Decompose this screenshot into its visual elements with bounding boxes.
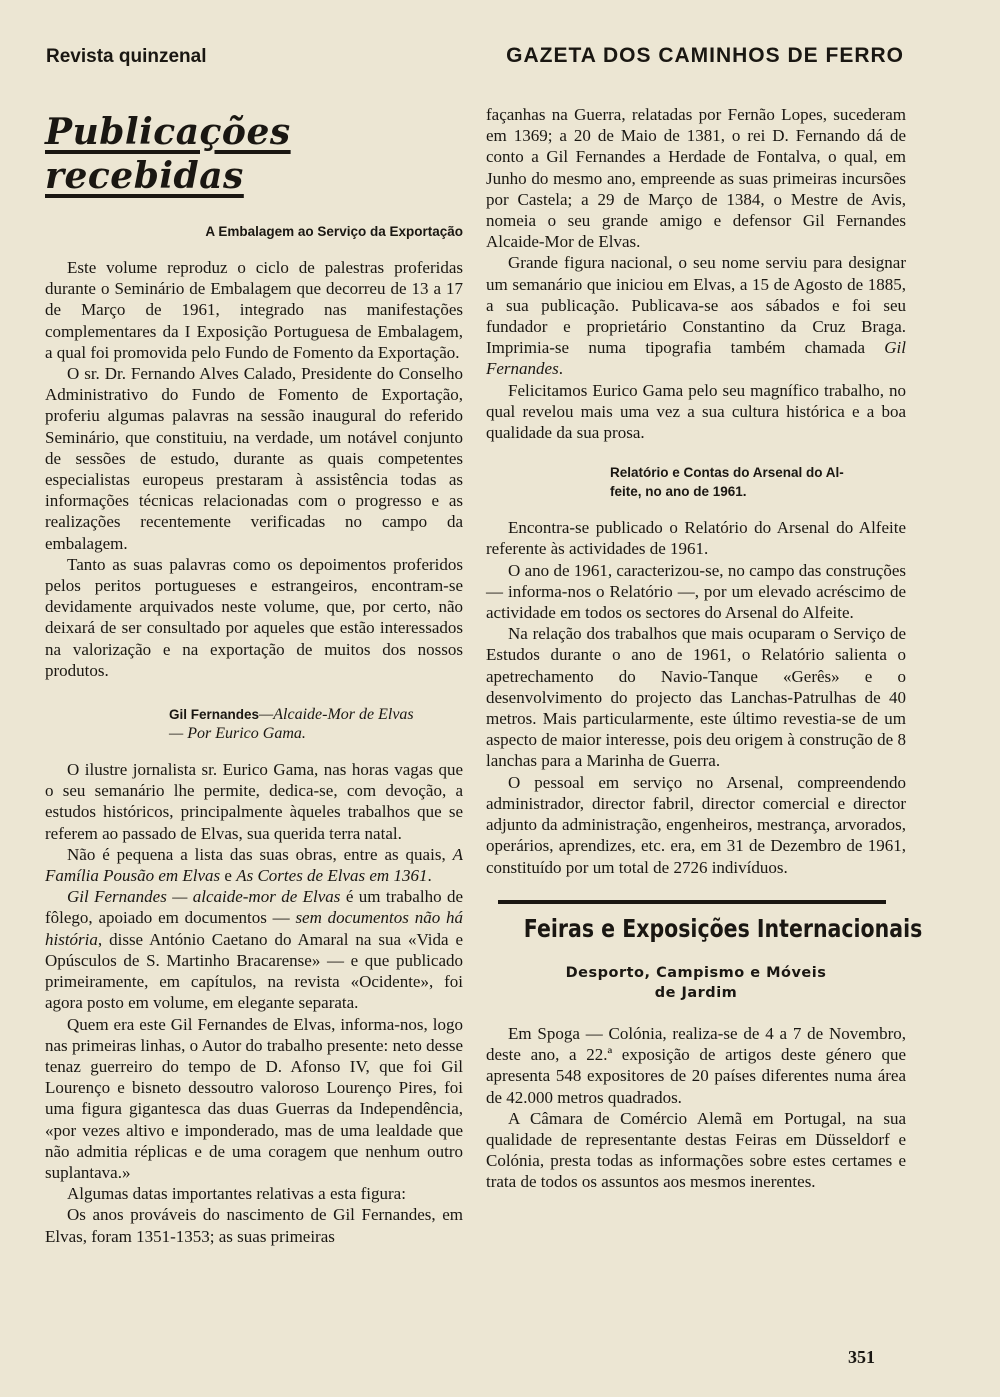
book-title: As Cortes de Elvas em 1361 [236,866,428,886]
text-run: é um trabalho de fôlego, apoiado em documentos — [45,887,464,928]
article-heading-gil [45,705,463,743]
newspaper-title: Gil Fernandes [486,338,906,379]
paragraph: O sr. Dr. Fernando Alves Calado, Presidente do Conselho Administrativo do Fundo de Fomento de Exportação, proferiu algumas palavras na sessão inaugural do referido Seminário, que constituiu, na verdade, um notável conjunto de sessões de estudo, durante as quais competentes especialistas europeus prestaram à assistência todas as informações técnicas relacionadas com o progresso e as realizações recentemente verificadas no campo da embalagem. [45,364,463,553]
text-run: . [427,866,432,886]
paragraph: Na relação dos trabalhos que mais ocuparam o Serviço de Estudos durante o ano de 1961, o Relatório salienta o apetrechamento do Navio-Tanque «Gerês» e o desenvolvimento do projecto das Lanchas-Patrulhas de 40 metros. Mais particularmente, este último revestia-se de um aspecto de maior interesse, pois deu origem à construção de 8 lanchas para a Marinha de Guerra. [486,624,906,771]
paragraph: Felicitamos Eurico Gama pelo seu magnífico trabalho, no qual revelou mais uma vez a sua cultura histórica e a boa qualidade da sua prosa. [486,380,906,443]
paragraph: Algumas datas importantes relativas a esta figura: [67,1184,406,1204]
right-column [486,104,923,1193]
heading-bold: Gil Fernandes [169,707,260,723]
paragraph: Tanto as suas palavras como os depoimentos proferidos pelos peritos portugueses e estrangeiros, encontram-se devidamente arquivados neste volume, que, por certo, não deixará de ser consultado por aqueles que estão interessados na valorização e na exportação de muitos dos nossos produtos. [45,554,463,680]
section-title: Publicações recebidas [45,111,291,197]
book-title: Gil Fernandes — alcaide-mor de Elvas [67,887,341,907]
paragraph: Quem era este Gil Fernandes de Elvas, informa-nos, logo nas primeiras linhas, o Autor do trabalho presente: neto desse tenaz guerreiro do tempo de D. Afonso IV, que foi Gil Lourenço e bisneto dessoutro valoroso Lourenço Pires, foi uma figura gigantesca das duas Guerras da Independência, «por vezes altivo e imponderado, mas de uma lealdade que não admitia réplicas e de uma coragem que nenhum outro suplantava.» [45,1014,463,1182]
journal-frequency: Revista quinzenal [46,46,207,67]
section-divider [498,900,886,904]
quote: sem documentos não há história [45,908,463,949]
paragraph: Este volume reproduz o ciclo de palestras proferidas durante o Seminário de Embalagem que decorreu de 13 a 17 de Março de 1961, integrado nas manifestações complementares da I Exposição Portuguesa de Embalagem, a qual foi promovida pelo Fundo de Fomento da Exportação. [45,258,463,362]
subtitle-line: Desporto, Campismo e Móveis [565,964,827,981]
running-head [46,44,904,68]
journal-title: GAZETA DOS CAMINHOS DE FERRO [506,44,904,67]
paragraph: Em Spoga — Colónia, realiza-se de 4 a 7 de Novembro, deste ano, a 22.ª exposição de artigos deste género que apresenta 548 expositores de 20 países diferentes numa área de 42.000 metros quadrados. [486,1023,906,1107]
paragraph [45,886,463,1013]
paragraph: Encontra-se publicado o Relatório do Arsenal do Alfeite referente às actividades de 1961. [486,518,906,559]
paragraph [486,252,906,379]
left-column [45,100,463,1247]
text-run: , disse António Caetano do Amaral na sua «Vida e Opúsculos de S. Martinho Bracarense» — e que publicado primeiramente, em capítulos, na revista «Ocidente», foi agora posto em volume, em elegante separata. [45,929,463,1013]
article-heading-embalagem: A Embalagem ao Serviço da Exportação [205,224,463,239]
feiras-title: Feiras e Exposições Internacionais [523,913,923,943]
paragraph-continued: façanhas na Guerra, relatadas por Fernão Lopes, sucederam em 1369; a 20 de Maio de 1381, o rei D. Fernando dá de conto a Gil Fernandes a Herdade de Fontalva, o qual, em Junho do mesmo ano, empreende as suas primeiras incursões por Castela; a 29 de Março de 1384, o Mestre de Avis, nomeia o seu grande amigo e defensor Gil Fernandes Alcaide-Mor de Elvas. [486,105,906,252]
subtitle-line: de Jardim [654,984,738,1001]
paragraph: O ano de 1961, caracterizou-se, no campo das construções — informa-nos o Relatório —, por um elevado acréscimo de actividade em todos os sectores do Arsenal do Alfeite. [486,560,906,623]
heading-line: feite, no ano de 1961. [610,484,747,500]
text-run: . [558,359,563,379]
paragraph: O pessoal em serviço no Arsenal, compreendendo administrador, director fabril, director comercial e director adjunto da administração, engenheiros, mestrança, arvorados, operários, aprendizes, etc. era, em 31 de Dezembro de 1961, constituído por um total de 2726 indivíduos. [486,772,906,877]
article-heading-arsenal [486,463,906,501]
paragraph [45,844,463,886]
text-run: Não é pequena a lista das suas obras, entre as quais, [67,844,453,864]
heading-line: Relatório e Contas do Arsenal do Al- [610,465,844,481]
text-run: Grande figura nacional, o seu nome serviu para designar um semanário que iniciou em Elvas, a 15 de Agosto de 1885, a sua publicação. Publicava-se aos sábados e foi seu fundador e proprietário Constantino da Cruz Braga. Imprimia-se numa tipografia também chamada [486,253,906,358]
heading-italic: —Alcaide-Mor de Elvas [259,706,414,724]
paragraph: O ilustre jornalista sr. Eurico Gama, nas horas vagas que o seu semanário lhe permite, dedica-se, com devoção, a estudos históricos, principalmente àqueles trabalhos que se referem ao passado de Elvas, sua querida terra natal. [45,760,463,843]
page-number: 351 [848,1347,875,1367]
heading-author: — Por Eurico Gama. [169,725,306,743]
feiras-subtitle [486,963,906,1003]
text-run: e [220,866,237,886]
paragraph: Os anos prováveis do nascimento de Gil Fernandes, em Elvas, foram 1351-1353; as suas primeiras [45,1205,463,1246]
book-title: A Família Pousão em Elvas [45,844,463,886]
paragraph: A Câmara de Comércio Alemã em Portugal, na sua qualidade de representante destas Feiras em Düsseldorf e Colónia, presta todas as informações sobre estes certames e trata de todos os assuntos aos mesmos inerentes. [486,1108,906,1192]
